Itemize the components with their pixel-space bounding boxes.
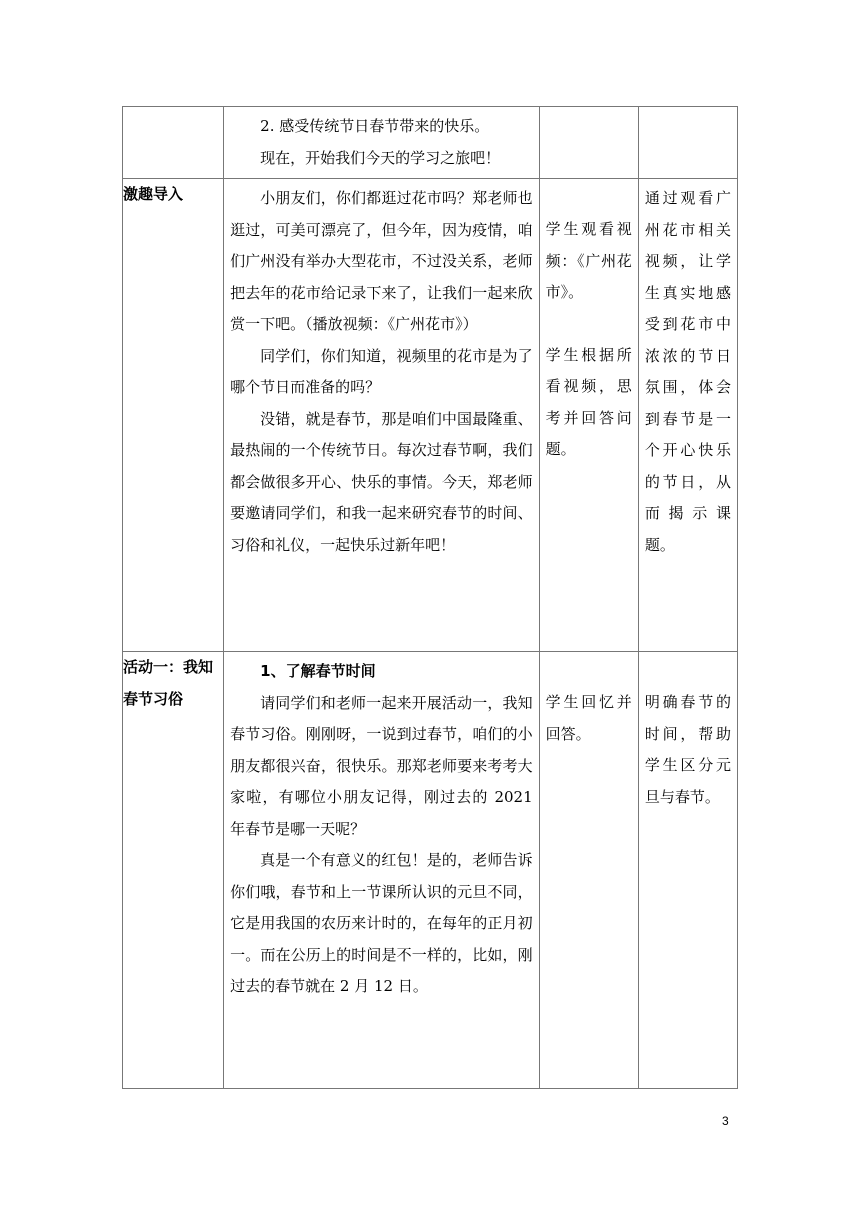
student-activity-text: 学生观看视频：《广州花市》。 bbox=[545, 220, 632, 301]
stage-label-cell: 激趣导入 bbox=[123, 179, 224, 652]
student-activity-cell bbox=[539, 107, 638, 179]
content-paragraph: 小朋友们，你们都逛过花市吗？郑老师也逛过，可美可漂亮了，但今年，因为疫情，咱们广州没有举办大型花市，不过没关系，老师把去年的花市给记录下来了，让我们一起来欣赏一下吧。（播放视频：《广州花市》） bbox=[230, 189, 533, 333]
lesson-plan-table bbox=[122, 106, 738, 1089]
table-row bbox=[123, 652, 738, 1089]
table-row bbox=[123, 179, 738, 652]
design-purpose-cell bbox=[638, 107, 737, 179]
content-paragraph: 同学们，你们知道，视频里的花市是为了哪个节日而准备的吗？ bbox=[230, 346, 533, 396]
design-purpose-text: 明确春节的时间，帮助学生区分元旦与春节。 bbox=[644, 693, 731, 806]
content-paragraph: 2. 感受传统节日春节带来的快乐。 bbox=[260, 117, 490, 135]
content-paragraph: 没错，就是春节，那是咱们中国最隆重、最热闹的一个传统节日。每次过春节啊，我们都会做很多开心、快乐的事情。今天，郑老师要邀请同学们，和我一起来研究春节的时间、习俗和礼仪，一起快乐过新年吧！ bbox=[230, 409, 533, 554]
section-heading: 1、了解春节时间 bbox=[260, 662, 376, 680]
content-paragraph: 请同学们和老师一起来开展活动一，我知春节习俗。刚刚呀，一说到过春节，咱们的小朋友都很兴奋，很快乐。那郑老师要来考考大家啦，有哪位小朋友记得，刚过去的 2021 年春节是哪一天呢？ bbox=[230, 693, 533, 838]
content-paragraph: 真是一个有意义的红包！是的，老师告诉你们哦，春节和上一节课所认识的元旦不同，它是用我国的农历来计时的，在每年的正月初一。而在公历上的时间是不一样的，比如，刚过去的春节就在 2 月 12 日。 bbox=[230, 851, 533, 995]
content-cell bbox=[224, 652, 540, 1089]
student-activity-text: 学生根据所看视频，思考并回答问题。 bbox=[545, 345, 632, 458]
content-cell bbox=[224, 179, 540, 652]
student-activity-cell bbox=[539, 652, 638, 1089]
table-row bbox=[123, 107, 738, 179]
stage-label-cell: 活动一：我知春节习俗 bbox=[123, 652, 224, 1089]
content-paragraph: 现在，开始我们今天的学习之旅吧！ bbox=[260, 148, 501, 167]
student-activity-cell bbox=[539, 179, 638, 652]
stage-label-cell bbox=[123, 107, 224, 179]
design-purpose-text: 通过观看广州花市相关视频，让学生真实地感受到花市中浓浓的节日氛围，体会到春节是一个开心快乐的节日，从而揭示课题。 bbox=[644, 189, 731, 554]
student-activity-text: 学生回忆并回答。 bbox=[545, 693, 632, 743]
design-purpose-cell bbox=[638, 652, 737, 1089]
page-number: 3 bbox=[722, 1114, 729, 1128]
content-cell bbox=[224, 107, 540, 179]
design-purpose-cell bbox=[638, 179, 737, 652]
